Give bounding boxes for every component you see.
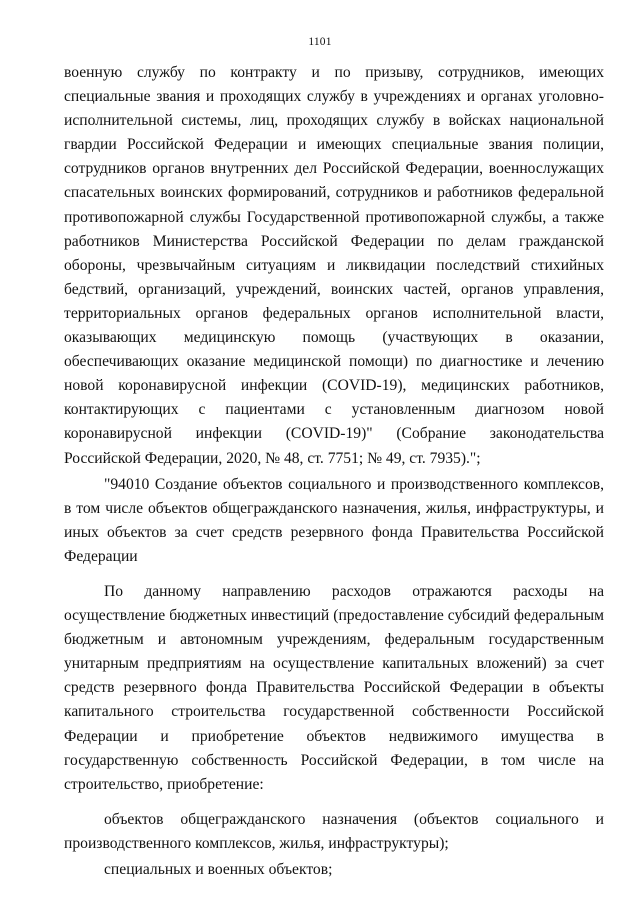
paragraph-section-heading: "94010 Создание объектов социального и производственного комплексов, в том числе объектов общегражданского назначения, жилья, инфраструктуры, и иных объектов за счет средств резервного фонда Правительства Российской Федерации [64, 475, 604, 565]
paragraph-expenses: По данному направлению расходов отражаются расходы на осуществление бюджетных инвестиций (предоставление субсидий федеральным бюджетным и автономным учреждениям, федеральным государственным унитарным предприятиям на осуществление капитальных вложений) за счет средств резервного фонда Правительства Российской Федерации в объекты капитального строительства государственной собственности Российской Федерации и приобретение объектов недвижимого имущества в государственную собственность Российской Федерации, в том числе на строительство, приобретение: [64, 582, 604, 793]
document-body [64, 61, 604, 882]
page-number: 1101 [308, 36, 332, 48]
paragraph-list-item-civil: объектов общегражданского назначения (объектов социального и производственного комплексов, жилья, инфраструктуры); [64, 810, 604, 852]
paragraph-list-item-military: специальных и военных объектов; [104, 861, 333, 878]
paragraph-continuation: военную службу по контракту и по призыву, сотрудников, имеющих специальные звания и проходящих службу в учреждениях и органах уголовно-исполнительной системы, лиц, проходящих службу в войсках национальной гвардии Российской Федерации и имеющих специальные звания полиции, сотрудников органов внутренних дел Российской Федерации, военнослужащих спасательных воинских формирований, сотрудников и работников федеральной противопожарной службы Государственной противопожарной службы, а также работников Министерства Российской Федерации по делам гражданской обороны, чрезвычайным ситуациям и ликвидации последствий стихийных бедствий, организаций, учреждений, воинских частей, органов управления, территориальных органов федеральных органов исполнительной власти, оказывающих медицинскую помощь (участвующих в оказании, обеспечивающих оказание медицинской помощи) по диагностике и лечению новой коронавирусной инфекции (COVID-19), медицинских работников, контактирующих с пациентами с установленным диагнозом новой коронавирусной инфекции (COVID-19)" (Собрание законодательства Российской Федерации, 2020, № 48, ст. 7751; № 49, ст. 7935)."; [64, 64, 604, 467]
